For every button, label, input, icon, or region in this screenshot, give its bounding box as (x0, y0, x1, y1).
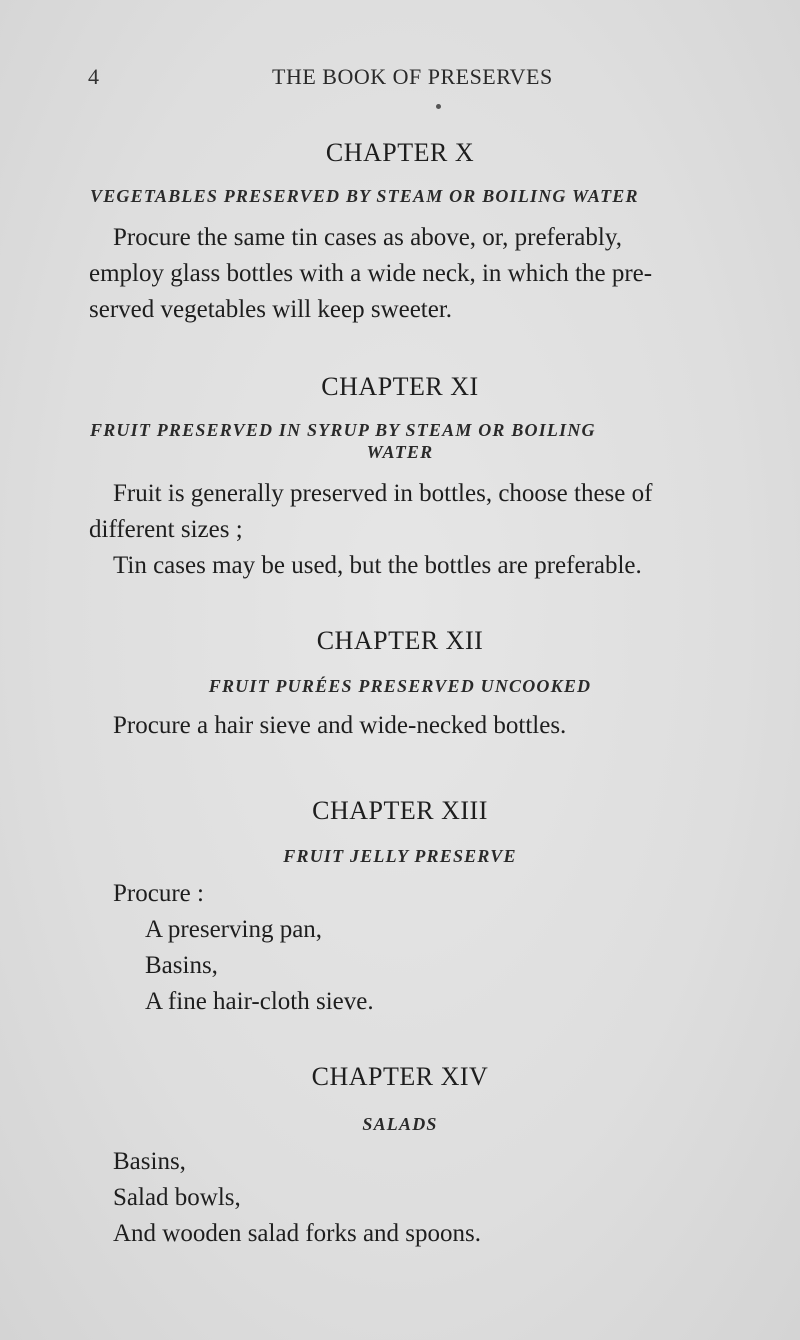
list-item: And wooden salad forks and spoons. (113, 1220, 482, 1247)
chapter-heading: CHAPTER XII (316, 626, 484, 655)
chapter-subtitle: FRUIT PRESERVED IN SYRUP BY STEAM OR BOILING (90, 420, 596, 440)
list-intro: Procure : (113, 880, 204, 907)
running-head: THE BOOK OF PRESERVES (272, 64, 553, 89)
chapter-heading: CHAPTER XI (321, 372, 479, 401)
chapter-subtitle: FRUIT JELLY PRESERVE (283, 846, 517, 866)
list-item: Basins, (145, 952, 218, 979)
chapter-heading: CHAPTER XIV (311, 1062, 489, 1091)
paragraph-line: Procure the same tin cases as above, or, preferably, (113, 224, 622, 251)
list-item: A fine hair-cloth sieve. (145, 988, 374, 1015)
chapter-subtitle-continued: WATER (366, 442, 434, 462)
chapter-subtitle: FRUIT PURÉES PRESERVED UNCOOKED (208, 676, 592, 696)
paragraph-line: Procure a hair sieve and wide-necked bottles. (113, 712, 567, 739)
chapter-heading: CHAPTER X (325, 138, 475, 167)
decorative-dot (436, 104, 441, 109)
paragraph-line: employ glass bottles with a wide neck, in which the pre- (89, 260, 653, 287)
list-item: A preserving pan, (145, 916, 323, 943)
page-number: 4 (88, 64, 99, 89)
chapter-subtitle: SALADS (362, 1114, 438, 1134)
paragraph-line: Fruit is generally preserved in bottles, choose these of (113, 480, 653, 507)
paragraph-line: served vegetables will keep sweeter. (89, 296, 453, 323)
paragraph-line: Tin cases may be used, but the bottles are preferable. (113, 552, 642, 579)
list-item: Salad bowls, (113, 1184, 241, 1211)
list-item: Basins, (113, 1148, 186, 1175)
chapter-heading: CHAPTER XIII (312, 796, 488, 825)
chapter-subtitle: VEGETABLES PRESERVED BY STEAM OR BOILING WATER (90, 186, 639, 206)
paragraph-line: different sizes ; (89, 516, 243, 543)
